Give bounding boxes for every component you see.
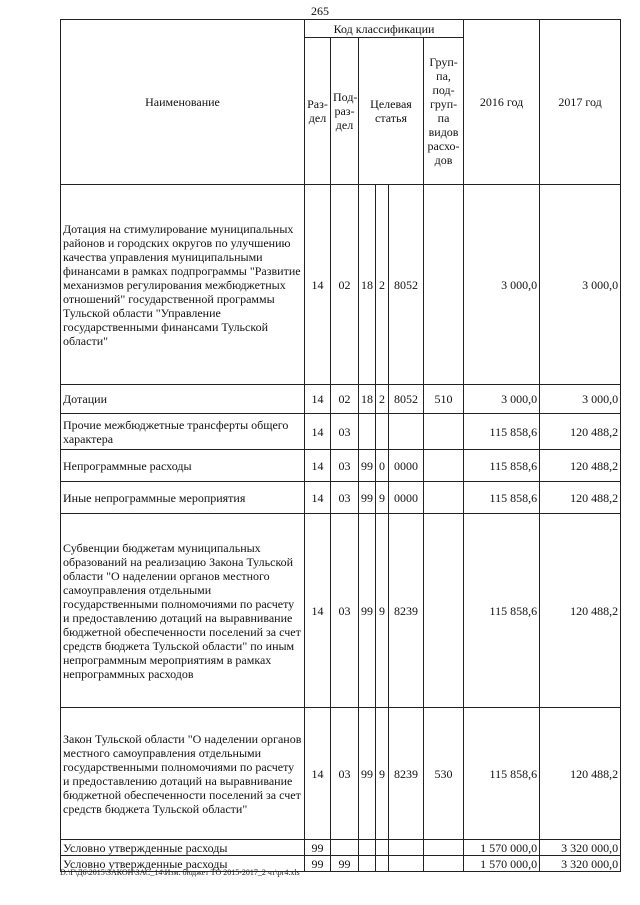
row-2017: 3 320 000,0: [540, 856, 621, 872]
header-name: Наименование: [61, 20, 305, 185]
row-target-program: 18: [359, 385, 376, 414]
header-code: Код классификации: [305, 20, 464, 38]
row-target-subprogram: [376, 414, 389, 450]
row-subsection: 03: [331, 514, 359, 708]
row-name: Закон Тульской области "О наделении органов местного самоуправления отдельными государственными полномочиями по расчету и предоставлению дотаций на выравнивание бюджетной обеспеченности поселений за счет средств бюджета Тульской области": [61, 708, 305, 840]
row-name: Условно утвержденные расходы: [61, 840, 305, 856]
file-path-footer: D:\Г\Д6\2015\ЗАКОН\ЗАС_14\Изм. бюджет ТО 2015-2017_2 чт\pr4.xls: [60, 868, 300, 877]
row-target-subprogram: 2: [376, 385, 389, 414]
row-target-direction: 8239: [389, 514, 424, 708]
row-2017: 3 000,0: [540, 385, 621, 414]
row-target-direction: 8052: [389, 385, 424, 414]
table-row: [61, 514, 621, 708]
table-row: [61, 482, 621, 514]
row-subsection: 02: [331, 385, 359, 414]
row-subsection: 99: [331, 856, 359, 872]
row-2016: 3 000,0: [464, 185, 540, 385]
row-name: Непрограммные расходы: [61, 450, 305, 482]
row-target-subprogram: 0: [376, 450, 389, 482]
header-section: Раз-дел: [305, 38, 331, 185]
row-section: 14: [305, 185, 331, 385]
row-name: Дотация на стимулирование муниципальных районов и городских округов по улучшению качества управления муниципальными финансами в рамках подпрограммы "Развитие механизмов регулирования межбюджетных отношений" государственной программы Тульской области "Управление государственными финансами Тульской области": [61, 185, 305, 385]
row-2016: 115 858,6: [464, 482, 540, 514]
table-row: [61, 840, 621, 856]
row-section: 99: [305, 840, 331, 856]
row-name: Субвенции бюджетам муниципальных образований на реализацию Закона Тульской области "О наделении органов местного самоуправления отдельными государственными полномочиями по расчету и предоставлению дотаций на выравнивание бюджетной обеспеченности поселений за счет средств бюджета Тульской области" по иным непрограммным мероприятиям в рамках непрограммных расходов: [61, 514, 305, 708]
row-expense-type: 510: [424, 385, 464, 414]
row-target-direction: 0000: [389, 450, 424, 482]
row-target-program: 99: [359, 482, 376, 514]
header-subsection: Под-раз-дел: [331, 38, 359, 185]
header-expense-group: Груп-па, под-груп-па видов расхо-дов: [424, 38, 464, 185]
row-target-subprogram: 9: [376, 708, 389, 840]
row-subsection: 03: [331, 708, 359, 840]
table-row: [61, 185, 621, 385]
row-name: Прочие межбюджетные трансферты общего характера: [61, 414, 305, 450]
row-2016: 115 858,6: [464, 514, 540, 708]
row-section: 14: [305, 514, 331, 708]
header-year-2017: 2017 год: [540, 20, 621, 185]
row-section: 14: [305, 708, 331, 840]
row-section: 99: [305, 856, 331, 872]
table-row: [61, 708, 621, 840]
row-subsection: 02: [331, 185, 359, 385]
row-section: 14: [305, 385, 331, 414]
row-2017: 120 488,2: [540, 708, 621, 840]
table-row: [61, 385, 621, 414]
row-section: 14: [305, 482, 331, 514]
row-expense-type: [424, 185, 464, 385]
row-2017: 3 320 000,0: [540, 840, 621, 856]
row-subsection: 03: [331, 482, 359, 514]
row-2016: 3 000,0: [464, 385, 540, 414]
row-2017: 120 488,2: [540, 482, 621, 514]
row-2017: 120 488,2: [540, 450, 621, 482]
row-target-program: 99: [359, 708, 376, 840]
row-target-program: [359, 414, 376, 450]
row-target-direction: [389, 840, 424, 856]
row-expense-type: 530: [424, 708, 464, 840]
row-name: Дотации: [61, 385, 305, 414]
row-target-subprogram: 9: [376, 514, 389, 708]
row-expense-type: [424, 414, 464, 450]
row-2016: 115 858,6: [464, 708, 540, 840]
row-expense-type: [424, 840, 464, 856]
row-2016: 1 570 000,0: [464, 840, 540, 856]
row-2017: 3 000,0: [540, 185, 621, 385]
row-2017: 120 488,2: [540, 414, 621, 450]
row-expense-type: [424, 856, 464, 872]
row-target-subprogram: [376, 856, 389, 872]
row-target-subprogram: 9: [376, 482, 389, 514]
row-target-program: 18: [359, 185, 376, 385]
row-target-subprogram: [376, 840, 389, 856]
row-target-subprogram: 2: [376, 185, 389, 385]
row-target-direction: 8052: [389, 185, 424, 385]
row-target-direction: 8239: [389, 708, 424, 840]
row-target-direction: 0000: [389, 482, 424, 514]
table-row: [61, 414, 621, 450]
row-section: 14: [305, 414, 331, 450]
header-row-top: [61, 20, 621, 38]
budget-table: [60, 19, 621, 872]
row-2016: 115 858,6: [464, 450, 540, 482]
row-target-program: [359, 840, 376, 856]
row-target-program: 99: [359, 450, 376, 482]
table-row: [61, 450, 621, 482]
row-expense-type: [424, 514, 464, 708]
page-number: 265: [311, 4, 329, 18]
row-expense-type: [424, 482, 464, 514]
row-subsection: 03: [331, 450, 359, 482]
header-year-2016: 2016 год: [464, 20, 540, 185]
row-name: Иные непрограммные мероприятия: [61, 482, 305, 514]
row-2016: 1 570 000,0: [464, 856, 540, 872]
row-target-direction: [389, 856, 424, 872]
row-subsection: 03: [331, 414, 359, 450]
row-section: 14: [305, 450, 331, 482]
row-expense-type: [424, 450, 464, 482]
row-target-direction: [389, 414, 424, 450]
row-target-program: 99: [359, 514, 376, 708]
row-subsection: [331, 840, 359, 856]
row-name: Условно утвержденные расходы: [61, 856, 305, 872]
row-2016: 115 858,6: [464, 414, 540, 450]
row-2017: 120 488,2: [540, 514, 621, 708]
header-target-article: Целевая статья: [359, 38, 424, 185]
row-target-program: [359, 856, 376, 872]
